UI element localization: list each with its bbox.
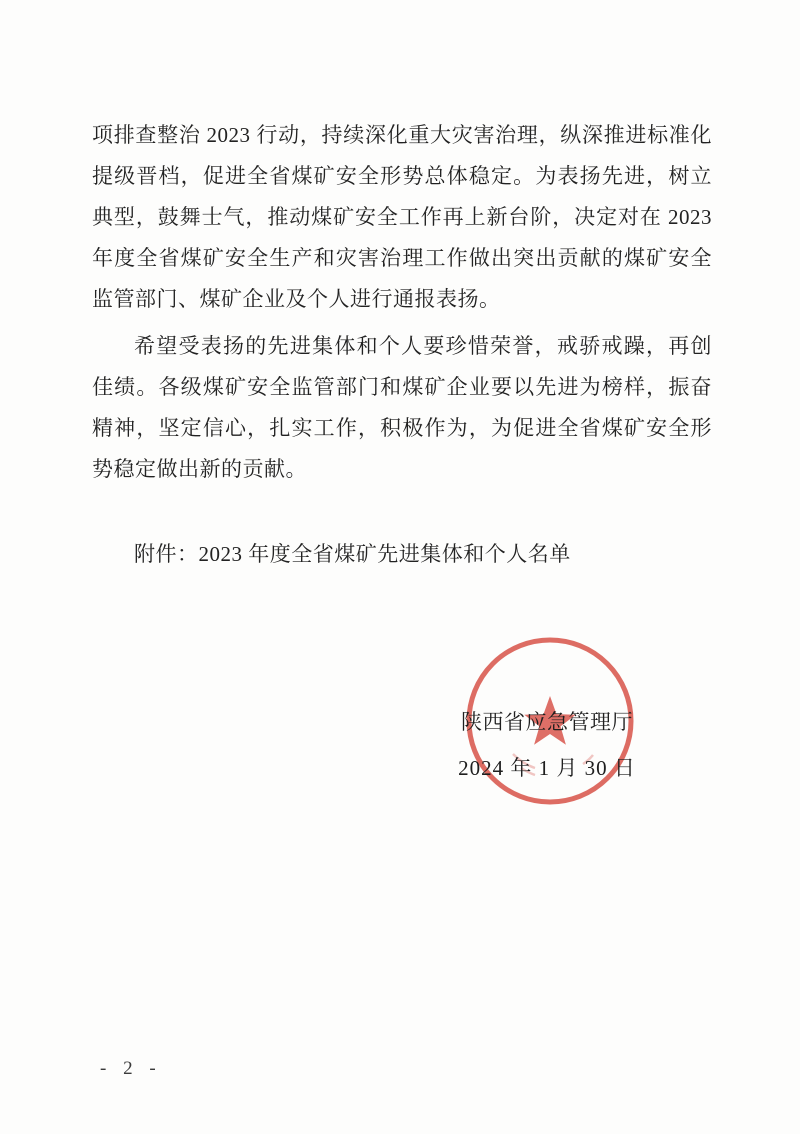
body-line: 势稳定做出新的贡献。	[92, 457, 307, 481]
body-line: 提级晋档，促进全省煤矿安全形势总体稳定。为表扬先进，树立	[92, 164, 712, 188]
body-line: 精神，坚定信心，扎实工作，积极作为，为促进全省煤矿安全形	[92, 416, 712, 440]
body-line: 典型，鼓舞士气，推动煤矿安全工作再上新台阶，决定对在 2023	[92, 205, 712, 229]
attachment-line: 附件：2023 年度全省煤矿先进集体和个人名单	[134, 542, 571, 566]
body-line: 监管部门、煤矿企业及个人进行通报表扬。	[92, 287, 501, 311]
body-line: 年度全省煤矿安全生产和灾害治理工作做出突出贡献的煤矿安全	[92, 246, 712, 270]
signature-agency: 陕西省应急管理厅	[461, 710, 633, 734]
body-line: 项排查整治 2023 行动，持续深化重大灾害治理，纵深推进标准化	[92, 123, 712, 147]
document-body	[92, 115, 712, 575]
body-line: 希望受表扬的先进集体和个人要珍惜荣誉，戒骄戒躁，再创	[134, 334, 712, 358]
signature-date: 2024 年 1 月 30 日	[458, 756, 636, 780]
page-number: - 2 -	[100, 1058, 162, 1079]
body-line: 佳绩。各级煤矿安全监管部门和煤矿企业要以先进为榜样，振奋	[92, 375, 712, 399]
